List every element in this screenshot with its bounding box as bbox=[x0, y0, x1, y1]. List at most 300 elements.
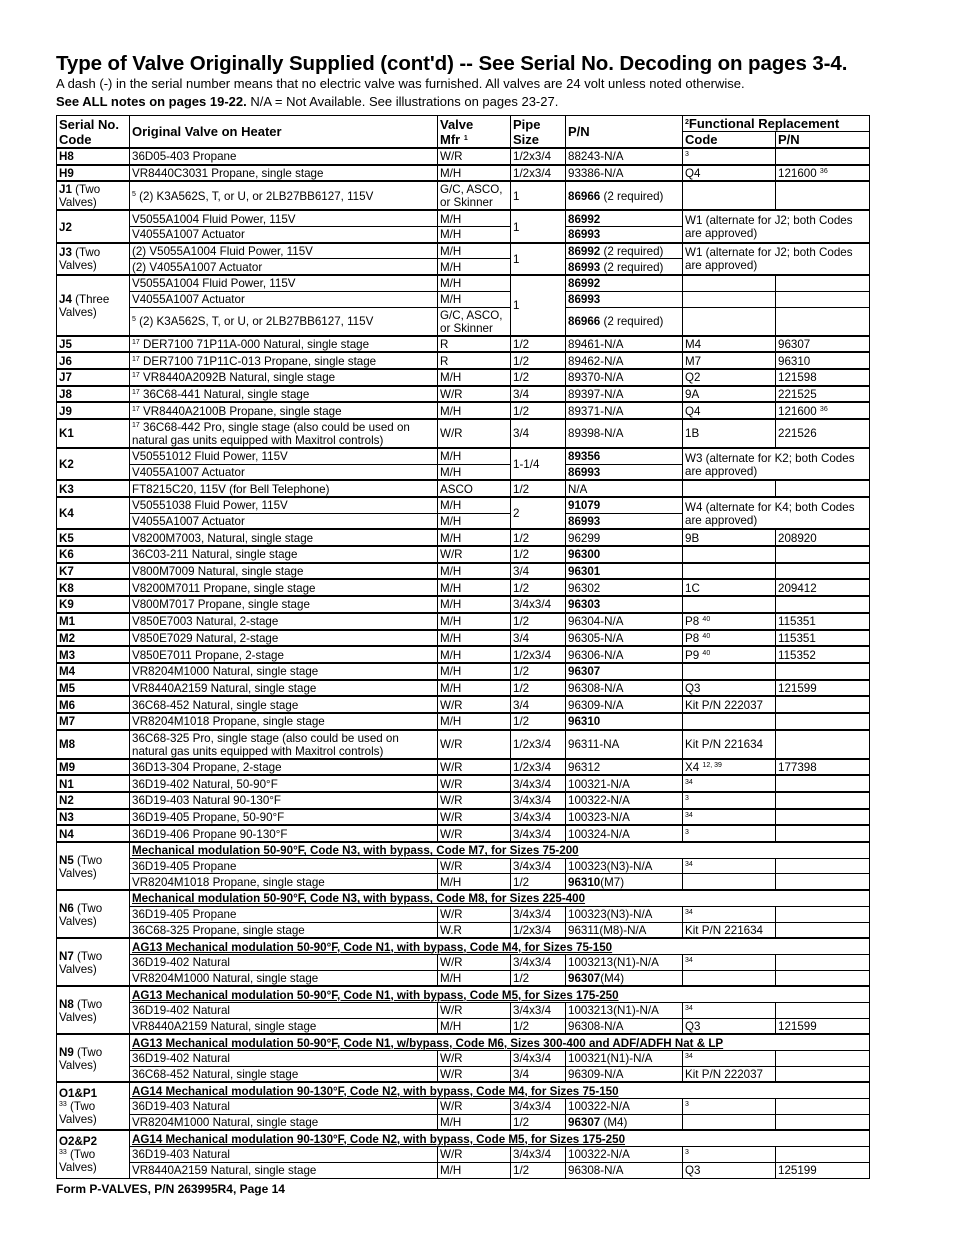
valve-mfr: M/H bbox=[438, 448, 511, 464]
pipe-size: 3/4x3/4 bbox=[511, 775, 566, 792]
pipe-size: 3/4x3/4 bbox=[511, 825, 566, 842]
serial-code-cell: N2 bbox=[57, 792, 130, 809]
serial-code-cell: J6 bbox=[57, 352, 130, 369]
serial-code-cell: J2 bbox=[57, 210, 130, 242]
replacement-code: 34 bbox=[683, 858, 776, 874]
pipe-size: 1/2 bbox=[511, 480, 566, 497]
replacement-pn bbox=[776, 922, 870, 938]
part-number: 96302 bbox=[566, 579, 683, 596]
pipe-size: 1/2 bbox=[511, 713, 566, 730]
modulation-heading: AG13 Mechanical modulation 50-90°F, Code N1, with bypass, Code M4, for Sizes 75-150 bbox=[130, 938, 870, 954]
replacement-pn: 125199 bbox=[776, 1162, 870, 1178]
replacement-pn bbox=[776, 1066, 870, 1082]
pipe-size: 1 bbox=[511, 243, 566, 275]
valve-description: V50551038 Fluid Power, 115V bbox=[130, 497, 438, 513]
table-row bbox=[57, 890, 870, 906]
valve-description: VR8440A2159 Natural, single stage bbox=[130, 1162, 438, 1178]
valve-description: V850E7003 Natural, 2-stage bbox=[130, 613, 438, 630]
pipe-size: 3/4x3/4 bbox=[511, 858, 566, 874]
table-row bbox=[57, 922, 870, 938]
pipe-size: 3/4x3/4 bbox=[511, 1147, 566, 1163]
part-number: 89461-N/A bbox=[566, 336, 683, 353]
serial-code-cell: M8 bbox=[57, 730, 130, 759]
table-row bbox=[57, 986, 870, 1002]
serial-code-cell: N7 (Two Valves) bbox=[57, 938, 130, 986]
pipe-size: 1/2x3/4 bbox=[511, 165, 566, 182]
valve-mfr: W/R bbox=[438, 858, 511, 874]
serial-code-cell: H8 bbox=[57, 148, 130, 165]
table-row bbox=[57, 307, 870, 336]
valve-table bbox=[56, 115, 870, 1179]
replacement-pn bbox=[776, 596, 870, 613]
part-number: 100323(N3)-N/A bbox=[566, 858, 683, 874]
table-row bbox=[57, 730, 870, 759]
valve-mfr: W/R bbox=[438, 386, 511, 403]
valve-description: V8200M7011 Propane, single stage bbox=[130, 579, 438, 596]
serial-code-cell: N5 (Two Valves) bbox=[57, 842, 130, 890]
note-line-2-bold: See ALL notes on pages 19-22. bbox=[56, 94, 247, 109]
replacement-code: Q4 bbox=[683, 165, 776, 182]
pipe-size: 1/2x3/4 bbox=[511, 646, 566, 663]
part-number: 100322-N/A bbox=[566, 1147, 683, 1163]
valve-description: 36D19-403 Natural bbox=[130, 1099, 438, 1115]
replacement-pn: 121599 bbox=[776, 680, 870, 697]
replacement-code: 34 bbox=[683, 775, 776, 792]
valve-mfr: W/R bbox=[438, 1099, 511, 1115]
table-row bbox=[57, 480, 870, 497]
valve-description: 36D05-403 Propane bbox=[130, 148, 438, 165]
valve-mfr: W/R bbox=[438, 1066, 511, 1082]
valve-description: $^5$ (2) K3A562S, T, or U, or 2LB27BB6127, 115V bbox=[130, 181, 438, 210]
serial-code-cell: K5 bbox=[57, 529, 130, 546]
pipe-size: 3/4x3/4 bbox=[511, 809, 566, 826]
replacement-code bbox=[683, 275, 776, 291]
table-row bbox=[57, 243, 870, 259]
valve-description: VR8204M1000 Natural, single stage bbox=[130, 1114, 438, 1130]
table-row bbox=[57, 696, 870, 713]
valve-description: 36C68-452 Natural, single stage bbox=[130, 696, 438, 713]
part-number: 86992 bbox=[566, 210, 683, 226]
table-row bbox=[57, 210, 870, 226]
part-number: 96308-N/A bbox=[566, 1162, 683, 1178]
replacement-code: M7 bbox=[683, 352, 776, 369]
pipe-size: 3/4 bbox=[511, 696, 566, 713]
serial-code-cell: K1 bbox=[57, 419, 130, 448]
valve-mfr: M/H bbox=[438, 596, 511, 613]
valve-mfr: W/R bbox=[438, 759, 511, 776]
valve-mfr: M/H bbox=[438, 513, 511, 529]
pipe-size: 3/4x3/4 bbox=[511, 906, 566, 922]
valve-description: $^{17}$ 36C68-442 Pro, single stage (also could be used on natural gas units equipped with Maxitrol controls) bbox=[130, 419, 438, 448]
pipe-size: 3/4 bbox=[511, 419, 566, 448]
table-row bbox=[57, 954, 870, 970]
valve-description: FT8215C20, 115V (for Bell Telephone) bbox=[130, 480, 438, 497]
valve-description: 36D19-405 Propane bbox=[130, 858, 438, 874]
serial-code-cell: K9 bbox=[57, 596, 130, 613]
pipe-size: 1/2 bbox=[511, 1018, 566, 1034]
valve-mfr: M/H bbox=[438, 464, 511, 480]
header-functional-replacement: $^2$Functional Replacement bbox=[683, 116, 870, 132]
replacement-code: Kit P/N 221634 bbox=[683, 922, 776, 938]
part-number: 89370-N/A bbox=[566, 369, 683, 386]
replacement-pn bbox=[776, 563, 870, 580]
table-row bbox=[57, 352, 870, 369]
valve-mfr: M/H bbox=[438, 1114, 511, 1130]
valve-mfr: W/R bbox=[438, 1002, 511, 1018]
replacement-code: 9A bbox=[683, 386, 776, 403]
valve-description: 36D19-405 Propane bbox=[130, 906, 438, 922]
valve-description: (2) V4055A1007 Actuator bbox=[130, 259, 438, 275]
replacement-code: Q2 bbox=[683, 369, 776, 386]
serial-code-cell: J3 (Two Valves) bbox=[57, 243, 130, 275]
serial-code-cell: N8 (Two Valves) bbox=[57, 986, 130, 1034]
modulation-heading: AG13 Mechanical modulation 50-90°F, Code N1, with bypass, Code M5, for Sizes 175-250 bbox=[130, 986, 870, 1002]
valve-mfr: M/H bbox=[438, 165, 511, 182]
valve-mfr: G/C, ASCO, or Skinner bbox=[438, 181, 511, 210]
replacement-code: Q3 bbox=[683, 680, 776, 697]
pipe-size: 3/4 bbox=[511, 1066, 566, 1082]
valve-mfr: M/H bbox=[438, 1162, 511, 1178]
table-row bbox=[57, 448, 870, 464]
replacement-pn bbox=[776, 546, 870, 563]
valve-description: V800M7017 Propane, single stage bbox=[130, 596, 438, 613]
valve-description: VR8204M1018 Propane, single stage bbox=[130, 874, 438, 890]
pipe-size: 1/2 bbox=[511, 613, 566, 630]
part-number: 96308-N/A bbox=[566, 1018, 683, 1034]
serial-code-cell: J1 (Two Valves) bbox=[57, 181, 130, 210]
replacement-pn bbox=[776, 858, 870, 874]
serial-code-cell: M5 bbox=[57, 680, 130, 697]
replacement-code: Kit P/N 222037 bbox=[683, 1066, 776, 1082]
replacement-pn bbox=[776, 809, 870, 826]
part-number: 96311-NA bbox=[566, 730, 683, 759]
part-number: 96310 bbox=[566, 713, 683, 730]
replacement-code: Q4 bbox=[683, 402, 776, 419]
table-row bbox=[57, 148, 870, 165]
valve-description: $^{17}$ VR8440A2100B Propane, single stage bbox=[130, 402, 438, 419]
page-title: Type of Valve Originally Supplied (cont'd) -- See Serial No. Decoding on pages 3-4. bbox=[56, 52, 848, 75]
valve-description: V4055A1007 Actuator bbox=[130, 227, 438, 243]
valve-description: 36D19-402 Natural, 50-90°F bbox=[130, 775, 438, 792]
valve-mfr: W/R bbox=[438, 730, 511, 759]
part-number: 96306-N/A bbox=[566, 646, 683, 663]
pipe-size: 1/2x3/4 bbox=[511, 730, 566, 759]
pipe-size: 1/2 bbox=[511, 874, 566, 890]
replacement-pn bbox=[776, 1051, 870, 1067]
part-number: 1003213(N1)-N/A bbox=[566, 1002, 683, 1018]
part-number: 100321(N1)-N/A bbox=[566, 1051, 683, 1067]
replacement-pn bbox=[776, 663, 870, 680]
replacement-code bbox=[683, 307, 776, 336]
serial-code-cell: M4 bbox=[57, 663, 130, 680]
replacement-code: P8 $^{40}$ bbox=[683, 630, 776, 647]
table-row bbox=[57, 402, 870, 419]
valve-description: 36D19-406 Propane 90-130°F bbox=[130, 825, 438, 842]
part-number: 86966 (2 required) bbox=[566, 307, 683, 336]
replacement-pn: 96310 bbox=[776, 352, 870, 369]
pipe-size: 1 bbox=[511, 210, 566, 242]
table-row bbox=[57, 419, 870, 448]
replacement-pn bbox=[776, 480, 870, 497]
header-serial-code: Serial No. Code bbox=[57, 116, 130, 149]
pipe-size: 1/2 bbox=[511, 402, 566, 419]
serial-code-cell: H9 bbox=[57, 165, 130, 182]
pipe-size: 1/2 bbox=[511, 680, 566, 697]
replacement-code: 34 bbox=[683, 1002, 776, 1018]
replacement-pn: 121600 $^{36}$ bbox=[776, 165, 870, 182]
serial-code-cell: J5 bbox=[57, 336, 130, 353]
table-row bbox=[57, 938, 870, 954]
replacement-code: 3 bbox=[683, 1099, 776, 1115]
header-pipe-size: Pipe Size bbox=[511, 116, 566, 149]
valve-mfr: M/H bbox=[438, 210, 511, 226]
table-row bbox=[57, 1114, 870, 1130]
valve-description: 36C03-211 Natural, single stage bbox=[130, 546, 438, 563]
replacement-code: 3 bbox=[683, 825, 776, 842]
replacement-code: P8 $^{40}$ bbox=[683, 613, 776, 630]
serial-code-cell: M1 bbox=[57, 613, 130, 630]
table-row bbox=[57, 546, 870, 563]
valve-mfr: M/H bbox=[438, 563, 511, 580]
part-number: 89462-N/A bbox=[566, 352, 683, 369]
valve-mfr: M/H bbox=[438, 680, 511, 697]
table-row bbox=[57, 165, 870, 182]
functional-replacement-note: W3 (alternate for K2; both Codes are approved) bbox=[683, 448, 870, 480]
valve-mfr: M/H bbox=[438, 630, 511, 647]
table-row bbox=[57, 646, 870, 663]
replacement-pn bbox=[776, 696, 870, 713]
pipe-size: 3/4 bbox=[511, 563, 566, 580]
table-row bbox=[57, 1002, 870, 1018]
pipe-size: 1/2x3/4 bbox=[511, 759, 566, 776]
replacement-pn: 96307 bbox=[776, 336, 870, 353]
valve-mfr: M/H bbox=[438, 874, 511, 890]
replacement-pn: 221525 bbox=[776, 386, 870, 403]
pipe-size: 1/2 bbox=[511, 336, 566, 353]
part-number: 96301 bbox=[566, 563, 683, 580]
valve-mfr: W/R bbox=[438, 954, 511, 970]
part-number: 86993 bbox=[566, 464, 683, 480]
valve-description: V800M7009 Natural, single stage bbox=[130, 563, 438, 580]
valve-description: V8200M7003, Natural, single stage bbox=[130, 529, 438, 546]
replacement-code: P9 $^{40}$ bbox=[683, 646, 776, 663]
valve-description: 36D19-403 Natural bbox=[130, 1147, 438, 1163]
part-number: 96303 bbox=[566, 596, 683, 613]
replacement-code bbox=[683, 1114, 776, 1130]
part-number: 100321-N/A bbox=[566, 775, 683, 792]
replacement-code: 1C bbox=[683, 579, 776, 596]
table-body bbox=[57, 148, 870, 1178]
table-row bbox=[57, 713, 870, 730]
replacement-code bbox=[683, 874, 776, 890]
header-original-valve: Original Valve on Heater bbox=[130, 116, 438, 149]
serial-code-cell: M7 bbox=[57, 713, 130, 730]
table-row bbox=[57, 563, 870, 580]
pipe-size: 1 bbox=[511, 181, 566, 210]
replacement-pn: 121598 bbox=[776, 369, 870, 386]
table-row bbox=[57, 842, 870, 858]
table-row bbox=[57, 1099, 870, 1115]
valve-description: V5055A1004 Fluid Power, 115V bbox=[130, 275, 438, 291]
serial-code-cell: N6 (Two Valves) bbox=[57, 890, 130, 938]
replacement-pn: 121600 $^{36}$ bbox=[776, 402, 870, 419]
valve-description: V850E7011 Propane, 2-stage bbox=[130, 646, 438, 663]
replacement-code: Q3 bbox=[683, 1018, 776, 1034]
replacement-code bbox=[683, 546, 776, 563]
replacement-pn bbox=[776, 792, 870, 809]
replacement-pn: 115352 bbox=[776, 646, 870, 663]
replacement-pn: 208920 bbox=[776, 529, 870, 546]
part-number: 86993 bbox=[566, 291, 683, 307]
part-number: 93386-N/A bbox=[566, 165, 683, 182]
valve-description: VR8440C3031 Propane, single stage bbox=[130, 165, 438, 182]
pipe-size: 1/2 bbox=[511, 546, 566, 563]
replacement-pn bbox=[776, 291, 870, 307]
replacement-pn bbox=[776, 1099, 870, 1115]
table-row bbox=[57, 680, 870, 697]
replacement-pn: 209412 bbox=[776, 579, 870, 596]
replacement-pn: 115351 bbox=[776, 613, 870, 630]
replacement-code: 3 bbox=[683, 792, 776, 809]
replacement-code bbox=[683, 970, 776, 986]
valve-mfr: ASCO bbox=[438, 480, 511, 497]
part-number: 89371-N/A bbox=[566, 402, 683, 419]
part-number: N/A bbox=[566, 480, 683, 497]
pipe-size: 1/2 bbox=[511, 1114, 566, 1130]
part-number: 96312 bbox=[566, 759, 683, 776]
part-number: 89397-N/A bbox=[566, 386, 683, 403]
valve-description: V5055A1004 Fluid Power, 115V bbox=[130, 210, 438, 226]
serial-code-cell: J7 bbox=[57, 369, 130, 386]
part-number: 91079 bbox=[566, 497, 683, 513]
part-number: 100322-N/A bbox=[566, 792, 683, 809]
serial-code-cell: O2&P2 $^{33}$ (Two Valves) bbox=[57, 1130, 130, 1178]
valve-mfr: M/H bbox=[438, 1018, 511, 1034]
valve-mfr: M/H bbox=[438, 243, 511, 259]
functional-replacement-note: W1 (alternate for J2; both Codes are approved) bbox=[683, 210, 870, 242]
valve-description: 36D19-402 Natural bbox=[130, 1002, 438, 1018]
pipe-size: 3/4x3/4 bbox=[511, 1002, 566, 1018]
valve-description: VR8440A2159 Natural, single stage bbox=[130, 1018, 438, 1034]
pipe-size: 1/2 bbox=[511, 970, 566, 986]
valve-mfr: W/R bbox=[438, 775, 511, 792]
serial-code-cell: M6 bbox=[57, 696, 130, 713]
part-number: 86992 (2 required) bbox=[566, 243, 683, 259]
replacement-pn bbox=[776, 970, 870, 986]
table-row bbox=[57, 1130, 870, 1146]
replacement-pn: 221526 bbox=[776, 419, 870, 448]
pipe-size: 3/4x3/4 bbox=[511, 954, 566, 970]
pipe-size: 1-1/4 bbox=[511, 448, 566, 480]
replacement-code bbox=[683, 181, 776, 210]
valve-mfr: M/H bbox=[438, 713, 511, 730]
table-row bbox=[57, 1034, 870, 1050]
replacement-code: Q3 bbox=[683, 1162, 776, 1178]
valve-mfr: W.R bbox=[438, 922, 511, 938]
valve-description: V4055A1007 Actuator bbox=[130, 464, 438, 480]
table-row bbox=[57, 858, 870, 874]
pipe-size: 3/4x3/4 bbox=[511, 792, 566, 809]
table-row bbox=[57, 596, 870, 613]
replacement-pn bbox=[776, 954, 870, 970]
valve-description: V4055A1007 Actuator bbox=[130, 291, 438, 307]
part-number: 96307(M4) bbox=[566, 970, 683, 986]
table-row bbox=[57, 906, 870, 922]
replacement-code: 34 bbox=[683, 954, 776, 970]
functional-replacement-note: W1 (alternate for J2; both Codes are approved) bbox=[683, 243, 870, 275]
part-number: 86993 (2 required) bbox=[566, 259, 683, 275]
part-number: 96307 (M4) bbox=[566, 1114, 683, 1130]
valve-description: VR8440A2159 Natural, single stage bbox=[130, 680, 438, 697]
pipe-size: 1/2x3/4 bbox=[511, 148, 566, 165]
part-number: 96308-N/A bbox=[566, 680, 683, 697]
table-row bbox=[57, 809, 870, 826]
replacement-pn bbox=[776, 874, 870, 890]
replacement-pn bbox=[776, 713, 870, 730]
valve-mfr: W/R bbox=[438, 906, 511, 922]
valve-description: 36C68-452 Natural, single stage bbox=[130, 1066, 438, 1082]
modulation-heading: Mechanical modulation 50-90°F, Code N3, with bypass, Code M8, for Sizes 225-400 bbox=[130, 890, 870, 906]
part-number: 88243-N/A bbox=[566, 148, 683, 165]
replacement-code: 34 bbox=[683, 1051, 776, 1067]
valve-description: 36D13-304 Propane, 2-stage bbox=[130, 759, 438, 776]
replacement-code: 34 bbox=[683, 906, 776, 922]
table-row bbox=[57, 1162, 870, 1178]
valve-description: 36C68-325 Propane, single stage bbox=[130, 922, 438, 938]
replacement-code bbox=[683, 291, 776, 307]
serial-code-cell: J9 bbox=[57, 402, 130, 419]
serial-code-cell: K8 bbox=[57, 579, 130, 596]
table-row bbox=[57, 369, 870, 386]
part-number: 86992 bbox=[566, 275, 683, 291]
valve-mfr: M/H bbox=[438, 646, 511, 663]
valve-mfr: R bbox=[438, 336, 511, 353]
valve-mfr: G/C, ASCO, or Skinner bbox=[438, 307, 511, 336]
replacement-pn bbox=[776, 1114, 870, 1130]
table-row bbox=[57, 630, 870, 647]
modulation-heading: Mechanical modulation 50-90°F, Code N3, with bypass, Code M7, for Sizes 75-200 bbox=[130, 842, 870, 858]
table-row bbox=[57, 497, 870, 513]
replacement-code: Kit P/N 221634 bbox=[683, 730, 776, 759]
part-number: 89356 bbox=[566, 448, 683, 464]
valve-mfr: M/H bbox=[438, 275, 511, 291]
valve-mfr: W/R bbox=[438, 825, 511, 842]
table-row bbox=[57, 663, 870, 680]
part-number: 96305-N/A bbox=[566, 630, 683, 647]
serial-code-cell: M2 bbox=[57, 630, 130, 647]
serial-code-cell: J4 (Three Valves) bbox=[57, 275, 130, 335]
pipe-size: 1/2 bbox=[511, 529, 566, 546]
valve-mfr: W/R bbox=[438, 419, 511, 448]
valve-mfr: W/R bbox=[438, 546, 511, 563]
valve-description: V850E7029 Natural, 2-stage bbox=[130, 630, 438, 647]
serial-code-cell: M3 bbox=[57, 646, 130, 663]
modulation-heading: AG14 Mechanical modulation 90-130°F, Code N2, with bypass, Code M5, for Sizes 175-250 bbox=[130, 1130, 870, 1146]
serial-code-cell: K4 bbox=[57, 497, 130, 529]
valve-mfr: M/H bbox=[438, 369, 511, 386]
table-row bbox=[57, 792, 870, 809]
serial-code-cell: M9 bbox=[57, 759, 130, 776]
part-number: 100323-N/A bbox=[566, 809, 683, 826]
valve-mfr: M/H bbox=[438, 259, 511, 275]
pipe-size: 1 bbox=[511, 275, 566, 335]
pipe-size: 3/4x3/4 bbox=[511, 596, 566, 613]
replacement-pn: 177398 bbox=[776, 759, 870, 776]
table-row bbox=[57, 874, 870, 890]
valve-description: $^5$ (2) K3A562S, T, or U, or 2LB27BB6127, 115V bbox=[130, 307, 438, 336]
valve-mfr: M/H bbox=[438, 663, 511, 680]
replacement-pn bbox=[776, 775, 870, 792]
